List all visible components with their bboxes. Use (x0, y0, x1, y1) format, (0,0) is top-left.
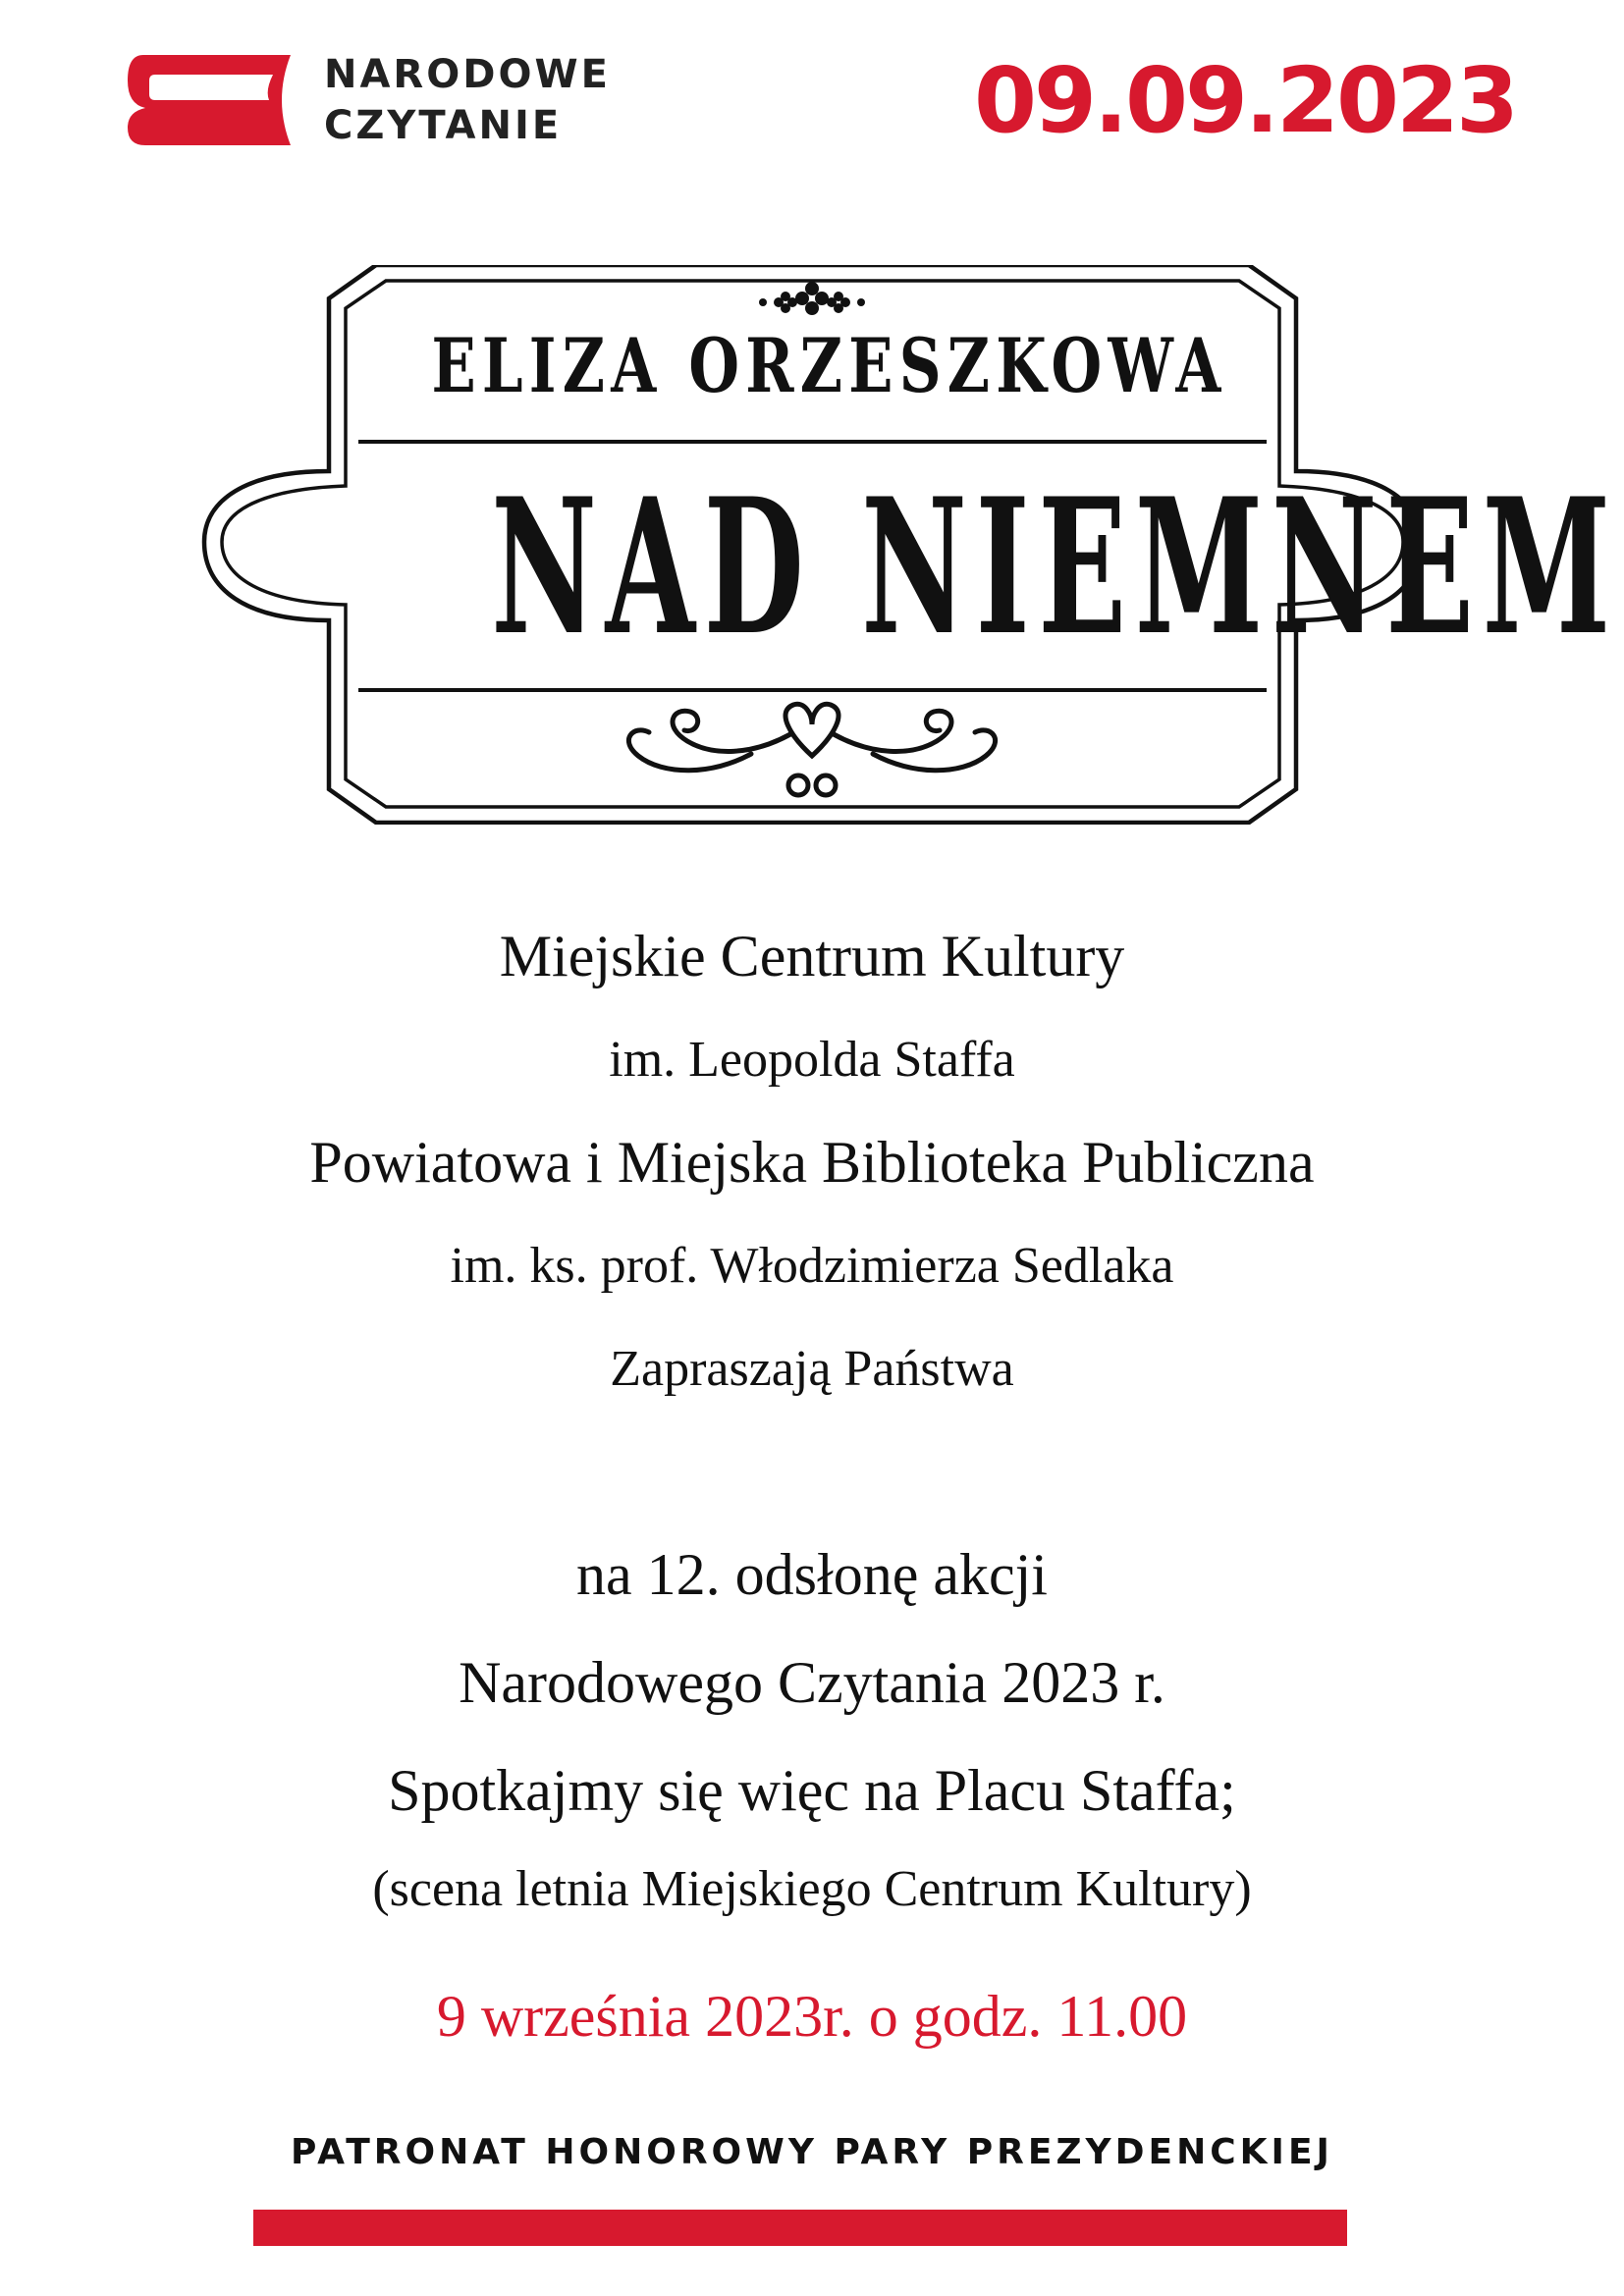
invitation-line: Narodowego Czytania 2023 r. (459, 1650, 1165, 1715)
book-ribbon-icon (126, 51, 295, 149)
organizer-line: im. ks. prof. Włodzimierza Sedlaka (450, 1238, 1174, 1294)
patronage-label: PATRONAT HONOROWY PARY PREZYDENCKIEJ (291, 2132, 1333, 2172)
organizer-line: im. Leopolda Staffa (609, 1032, 1015, 1088)
author-name: ELIZA ORZESZKOWA (431, 322, 1227, 409)
logo-line-2: CZYTANIE (324, 103, 563, 148)
organizer-line: Powiatowa i Miejska Biblioteka Publiczna (309, 1130, 1315, 1195)
logo-line-1: NARODOWE (324, 52, 611, 97)
event-date: 09.09.2023 (973, 48, 1516, 153)
logo-wordmark (324, 49, 638, 151)
invitation-line: na 12. odsłonę akcji (576, 1542, 1048, 1607)
floral-ornament-icon (759, 282, 865, 315)
footer-red-bar (253, 2210, 1347, 2246)
organizer-line: Miejskie Centrum Kultury (499, 924, 1125, 988)
invitation-line: Spotkajmy się więc na Placu Staffa; (388, 1758, 1236, 1823)
organizer-line: Zapraszają Państwa (610, 1341, 1014, 1397)
book-title: NAD NIEMNEM (491, 457, 1619, 676)
invitation-line: (scena letnia Miejskiego Centrum Kultury) (372, 1861, 1252, 1917)
scroll-ornament-icon (628, 704, 995, 795)
event-datetime: 9 września 2023r. o godz. 11.00 (436, 1984, 1188, 2049)
